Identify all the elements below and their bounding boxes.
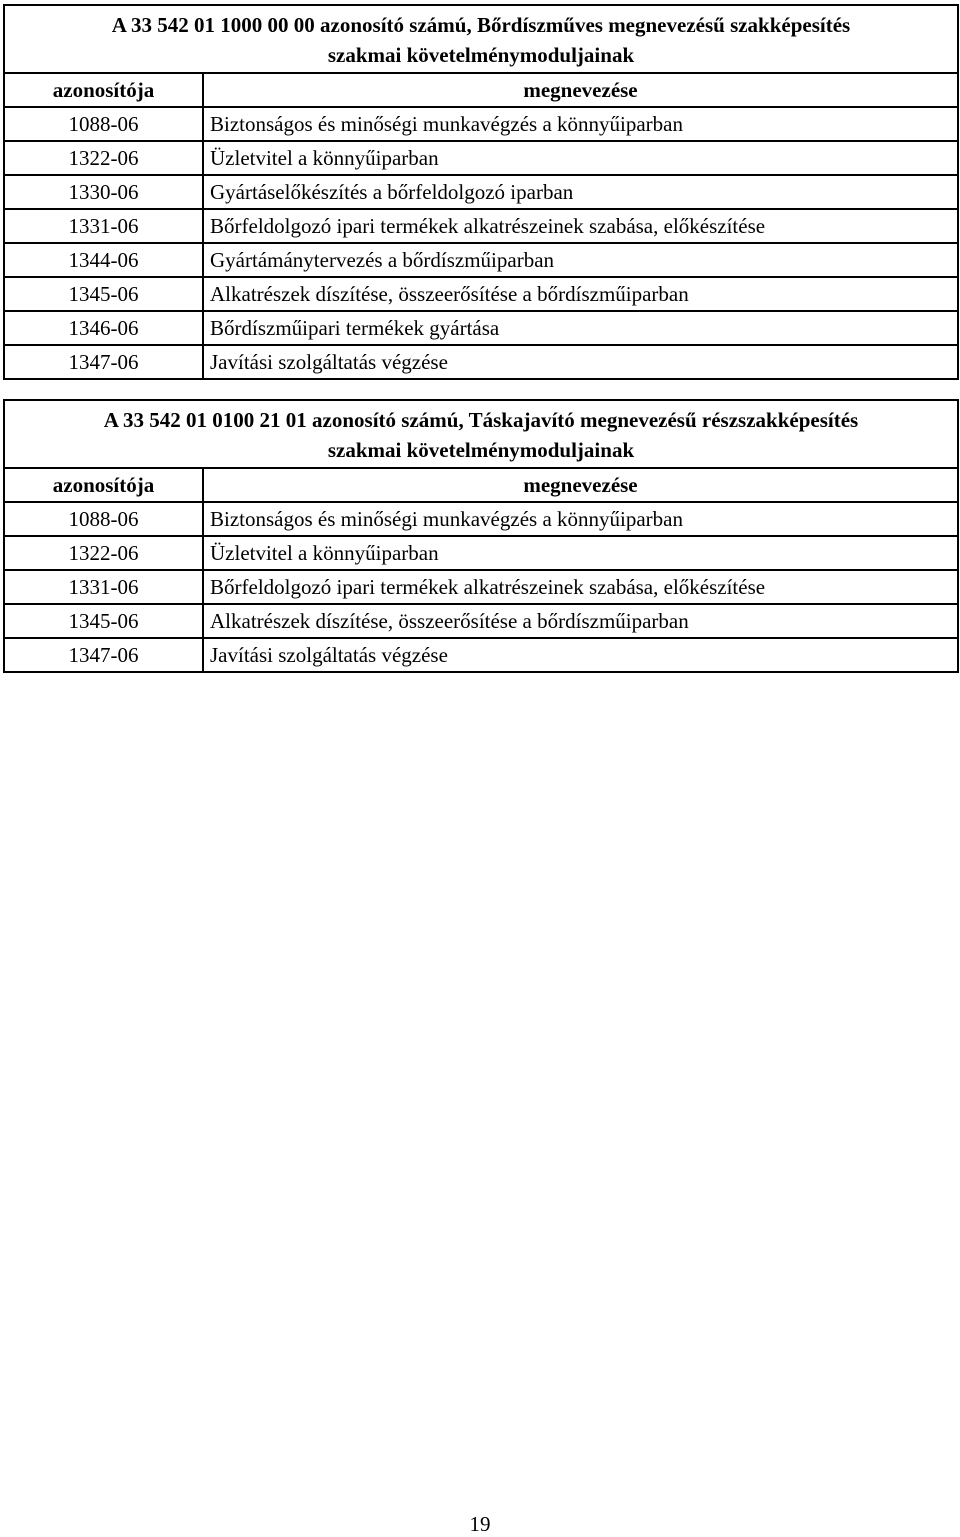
table-header-row (4, 73, 958, 107)
table-row (4, 345, 958, 379)
module-name: Bőrdíszműipari termékek gyártása (203, 311, 958, 345)
column-header-id: azonosítója (4, 73, 203, 107)
module-id: 1347-06 (4, 638, 203, 672)
column-header-id: azonosítója (4, 468, 203, 502)
module-name: Alkatrészek díszítése, összeerősítése a bőrdíszműiparban (203, 277, 958, 311)
module-table-taskajavito (3, 399, 959, 673)
module-id: 1088-06 (4, 107, 203, 141)
table-row (4, 141, 958, 175)
module-id: 1347-06 (4, 345, 203, 379)
module-name: Gyártáselőkészítés a bőrfeldolgozó iparban (203, 175, 958, 209)
module-id: 1331-06 (4, 570, 203, 604)
module-name: Javítási szolgáltatás végzése (203, 345, 958, 379)
table-row (4, 604, 958, 638)
module-name: Gyártámánytervezés a bőrdíszműiparban (203, 243, 958, 277)
module-name: Javítási szolgáltatás végzése (203, 638, 958, 672)
table-title-row (4, 5, 958, 73)
table-title-line: szakmai követelménymoduljainak (327, 43, 635, 67)
table-row (4, 243, 958, 277)
module-name: Bőrfeldolgozó ipari termékek alkatrészeinek szabása, előkészítése (203, 209, 958, 243)
table-row (4, 175, 958, 209)
table-row (4, 502, 958, 536)
module-name: Üzletvitel a könnyűiparban (203, 141, 958, 175)
column-header-name: megnevezése (203, 73, 958, 107)
module-name: Biztonságos és minőségi munkavégzés a könnyűiparban (203, 107, 958, 141)
table-title (4, 400, 958, 468)
page-number: 19 (469, 1512, 491, 1536)
module-id: 1322-06 (4, 536, 203, 570)
module-id: 1331-06 (4, 209, 203, 243)
table-row (4, 570, 958, 604)
table-title (4, 5, 958, 73)
table-row (4, 209, 958, 243)
module-id: 1088-06 (4, 502, 203, 536)
table-row (4, 311, 958, 345)
column-header-name: megnevezése (203, 468, 958, 502)
module-id: 1322-06 (4, 141, 203, 175)
module-table-bordiszmuves (3, 4, 959, 380)
table-row (4, 277, 958, 311)
table-header-row (4, 468, 958, 502)
table-title-line: A 33 542 01 1000 00 00 azonosító számú, Bőrdíszműves megnevezésű szakképesítés (111, 13, 851, 37)
table-title-line: A 33 542 01 0100 21 01 azonosító számú, Táskajavító megnevezésű részszakképesítés (103, 408, 859, 432)
module-id: 1330-06 (4, 175, 203, 209)
table-row (4, 107, 958, 141)
module-id: 1346-06 (4, 311, 203, 345)
module-name: Bőrfeldolgozó ipari termékek alkatrészeinek szabása, előkészítése (203, 570, 958, 604)
module-name: Alkatrészek díszítése, összeerősítése a bőrdíszműiparban (203, 604, 958, 638)
module-name: Biztonságos és minőségi munkavégzés a könnyűiparban (203, 502, 958, 536)
table-row (4, 536, 958, 570)
module-id: 1345-06 (4, 604, 203, 638)
table-title-line: szakmai követelménymoduljainak (327, 438, 635, 462)
module-id: 1345-06 (4, 277, 203, 311)
module-name: Üzletvitel a könnyűiparban (203, 536, 958, 570)
table-title-row (4, 400, 958, 468)
module-id: 1344-06 (4, 243, 203, 277)
table-row (4, 638, 958, 672)
